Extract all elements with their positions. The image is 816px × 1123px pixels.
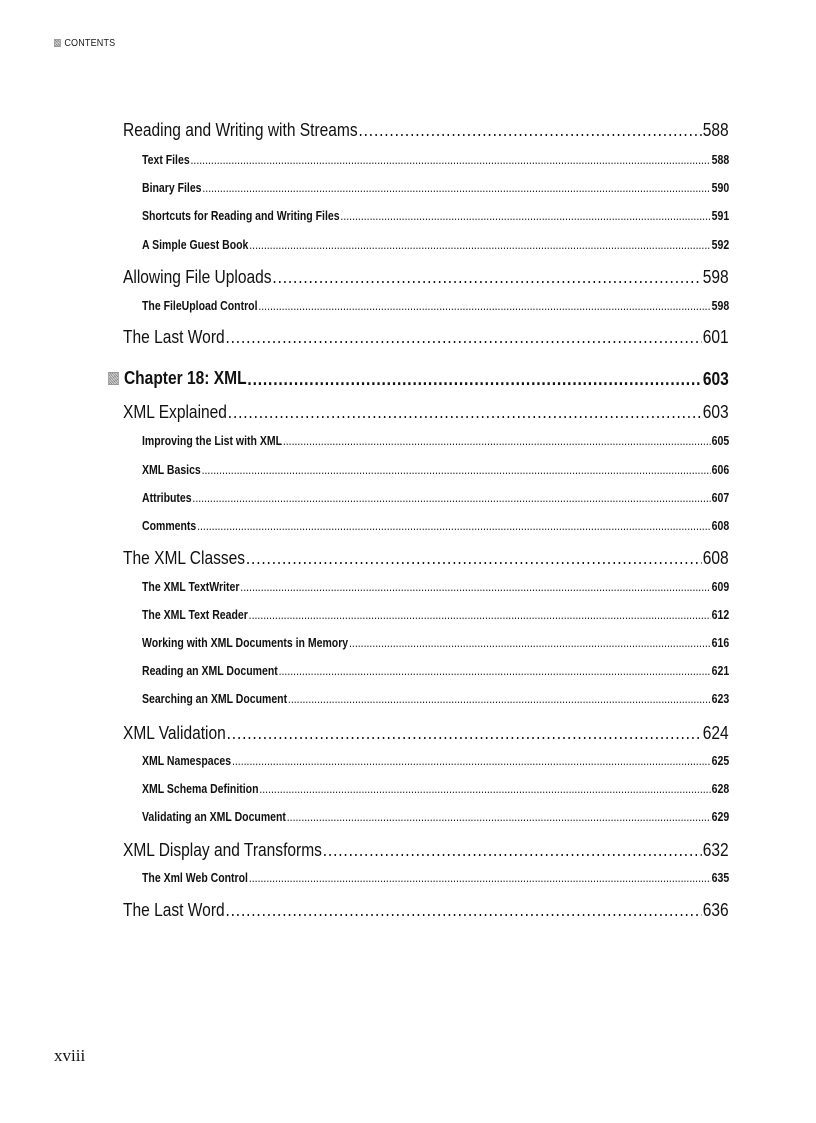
toc-section-entry[interactable] bbox=[123, 119, 729, 145]
leader-dots bbox=[247, 368, 702, 390]
toc-entry-page: 616 bbox=[711, 636, 730, 650]
toc-subsection-entry[interactable] bbox=[142, 299, 729, 317]
leader-dots bbox=[202, 463, 711, 477]
toc-section-entry[interactable] bbox=[123, 401, 729, 427]
leader-dots bbox=[340, 209, 710, 223]
leader-dots bbox=[225, 899, 701, 921]
toc-entry-page: 603 bbox=[702, 367, 729, 389]
leader-dots bbox=[232, 754, 711, 768]
toc-entry-title: XML Namespaces bbox=[142, 754, 232, 768]
toc-entry-title: Attributes bbox=[142, 491, 192, 505]
toc-section-entry[interactable] bbox=[123, 326, 729, 352]
toc-subsection-entry[interactable] bbox=[142, 519, 729, 537]
toc-entry-title: XML Schema Definition bbox=[142, 782, 259, 796]
toc-entry-page: 623 bbox=[711, 692, 730, 706]
toc-entry-title: The Xml Web Control bbox=[142, 871, 248, 885]
toc-entry-title: Working with XML Documents in Memory bbox=[142, 636, 349, 650]
toc-entry-page: 612 bbox=[711, 608, 730, 622]
toc-section-entry[interactable] bbox=[123, 266, 729, 292]
toc-entry-title: Chapter 18: XML bbox=[108, 367, 247, 389]
toc-subsection-entry[interactable] bbox=[142, 636, 729, 654]
toc-entry-page: 606 bbox=[711, 463, 730, 477]
leader-dots bbox=[283, 434, 711, 448]
toc-entry-page: 621 bbox=[711, 664, 730, 678]
leader-dots bbox=[225, 326, 701, 348]
toc-subsection-entry[interactable] bbox=[142, 181, 729, 199]
toc-subsection-entry[interactable] bbox=[142, 238, 729, 256]
toc-subsection-entry[interactable] bbox=[142, 692, 729, 710]
toc-subsection-entry[interactable] bbox=[142, 608, 729, 626]
toc-entry-page: 588 bbox=[711, 153, 730, 167]
leader-dots bbox=[272, 266, 701, 288]
toc-subsection-entry[interactable] bbox=[142, 664, 729, 682]
toc-entry-title: Searching an XML Document bbox=[142, 692, 288, 706]
toc-entry-title: XML Basics bbox=[142, 463, 201, 477]
toc-subsection-entry[interactable] bbox=[142, 871, 729, 889]
toc-entry-page: 608 bbox=[711, 519, 730, 533]
toc-entry-title: Allowing File Uploads bbox=[123, 266, 272, 287]
toc-section-entry[interactable] bbox=[123, 547, 729, 573]
leader-dots bbox=[279, 664, 711, 678]
toc-entry-page: 632 bbox=[702, 839, 729, 860]
toc-entry-title: Reading an XML Document bbox=[142, 664, 278, 678]
toc-entry-page: 609 bbox=[711, 580, 730, 594]
toc-entry-title: The FileUpload Control bbox=[142, 299, 258, 313]
toc-entry-page: 603 bbox=[702, 401, 729, 422]
toc-section-entry[interactable] bbox=[123, 839, 729, 865]
leader-dots bbox=[228, 401, 702, 423]
leader-dots bbox=[192, 491, 710, 505]
toc-entry-title: Comments bbox=[142, 519, 197, 533]
toc-entry-title: The XML TextWriter bbox=[142, 580, 240, 594]
leader-dots bbox=[249, 608, 711, 622]
toc-entry-page: 591 bbox=[711, 209, 730, 223]
toc-subsection-entry[interactable] bbox=[142, 434, 729, 452]
toc-entry-title: XML Validation bbox=[123, 722, 226, 743]
toc-entry-title: Shortcuts for Reading and Writing Files bbox=[142, 209, 340, 223]
square-bullet-icon bbox=[108, 372, 119, 385]
leader-dots bbox=[258, 299, 710, 313]
toc-subsection-entry[interactable] bbox=[142, 153, 729, 171]
leader-dots bbox=[190, 153, 710, 167]
toc-entry-page: 605 bbox=[711, 434, 730, 448]
toc-section-entry[interactable] bbox=[123, 722, 729, 748]
toc-entry-title: The Last Word bbox=[123, 899, 225, 920]
page-number: xviii bbox=[54, 1046, 86, 1065]
leader-dots bbox=[202, 181, 710, 195]
toc-subsection-entry[interactable] bbox=[142, 491, 729, 509]
toc-entry-title: The XML Classes bbox=[123, 547, 246, 568]
toc-entry-title: A Simple Guest Book bbox=[142, 238, 249, 252]
toc-entry-title: Improving the List with XML bbox=[142, 434, 283, 448]
toc-entry-title: XML Display and Transforms bbox=[123, 839, 322, 860]
leader-dots bbox=[288, 692, 711, 706]
toc-entry-title: Validating an XML Document bbox=[142, 810, 286, 824]
toc-subsection-entry[interactable] bbox=[142, 209, 729, 227]
toc-entry-page: 629 bbox=[711, 810, 730, 824]
toc-section-entry[interactable] bbox=[123, 899, 729, 925]
toc-chapter-entry[interactable] bbox=[108, 367, 729, 393]
toc-entry-title: Binary Files bbox=[142, 181, 202, 195]
leader-dots bbox=[240, 580, 711, 594]
toc-entry-page: 592 bbox=[711, 238, 730, 252]
toc-entry-page: 598 bbox=[702, 266, 729, 287]
toc-entry-page: 635 bbox=[711, 871, 730, 885]
leader-dots bbox=[358, 119, 701, 141]
toc-entry-page: 588 bbox=[702, 119, 729, 140]
leader-dots bbox=[249, 871, 711, 885]
toc-entry-page: 628 bbox=[711, 782, 730, 796]
toc-entry-title: XML Explained bbox=[123, 401, 227, 422]
toc-subsection-entry[interactable] bbox=[142, 810, 729, 828]
toc-subsection-entry[interactable] bbox=[142, 580, 729, 598]
leader-dots bbox=[287, 810, 711, 824]
toc-subsection-entry[interactable] bbox=[142, 463, 729, 481]
leader-dots bbox=[259, 782, 710, 796]
leader-dots bbox=[249, 238, 711, 252]
leader-dots bbox=[349, 636, 711, 650]
toc-entry-title: The XML Text Reader bbox=[142, 608, 248, 622]
toc-entry-page: 608 bbox=[702, 547, 729, 568]
toc-subsection-entry[interactable] bbox=[142, 754, 729, 772]
toc-entry-page: 598 bbox=[711, 299, 730, 313]
toc-entry-page: 590 bbox=[711, 181, 730, 195]
toc-entry-title: The Last Word bbox=[123, 326, 225, 347]
toc-entry-page: 624 bbox=[702, 722, 729, 743]
leader-dots bbox=[197, 519, 711, 533]
leader-dots bbox=[227, 722, 702, 744]
toc-entry-page: 607 bbox=[711, 491, 730, 505]
running-head-label: CONTENTS bbox=[64, 37, 116, 49]
toc-entry-page: 625 bbox=[711, 754, 730, 768]
toc-entry-title: Reading and Writing with Streams bbox=[123, 119, 358, 140]
leader-dots bbox=[323, 839, 702, 861]
toc-entry-page: 636 bbox=[702, 899, 729, 920]
leader-dots bbox=[246, 547, 702, 569]
toc-subsection-entry[interactable] bbox=[142, 782, 729, 800]
toc-entry-title: Text Files bbox=[142, 153, 190, 167]
toc-entry-page: 601 bbox=[702, 326, 729, 347]
